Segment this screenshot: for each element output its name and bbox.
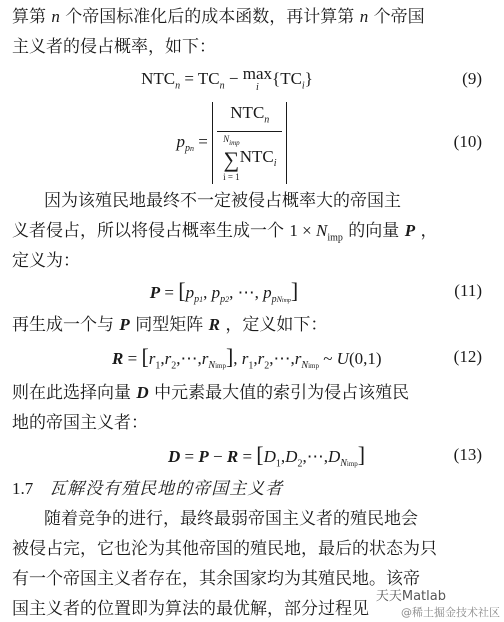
equation-10: $p_{pn}$ = $NTC_n$ $N_{imp}$ ∑ i = 1 $NTC_i$ (10) [176,103,482,183]
para4-line1: 则在此选择向量 D 中元素最大值的索引为侵占该殖民 [12,383,410,403]
watermark-site: @稀土掘金技术社区 [401,606,500,619]
paragraph-3: 再生成一个与 P 同型矩阵 R ，定义如下： [12,315,328,335]
para5-line1: 随着竞争的进行，最终最弱帝国主义者的殖民地会 [44,509,418,529]
equation-number: (11) [454,281,482,300]
equation-11: $P = [p_{p1}$, $p_{p2}$, ⋯, $p_{pNimp}$] (11) [149,278,482,306]
para5-line4: 国主义者的位置即为算法的最优解，部分过程见 [12,599,369,619]
para5-line2: 被侵占完，它也沦为其他帝国的殖民地，最后的状态为只 [12,539,437,559]
para1-line2: 主义者的侵占概率，如下： [12,37,216,57]
equation-number: (12) [453,347,482,366]
para2-line3: 定义为： [12,251,80,271]
equation-number: (13) [453,445,482,464]
equation-13: $D = P - R = [D_1,D_2,\cdots,D_{Nimp}]$ (13) [168,442,482,470]
para5-line3: 有一个帝国主义者存在，其余国家均为其殖民地。该帝 [12,569,420,589]
section-title: 瓦解没有殖民地的帝国主义者 [49,479,284,499]
para1-line1: 算第 n 个帝国标准化后的成本函数，再计算第 n 个帝国 [12,7,425,27]
para2-line2: 义者侵占，所以将侵占概率生成一个 $1 \times N_{imp}$ 的向量 P ， [12,221,438,244]
para4-line2: 地的帝国主义者： [12,413,148,433]
equation-9: $NTC_n = TC_n - \max$ i $\{TC_i\}$ (9) [141,64,482,93]
equation-number: (10) [453,132,482,151]
watermark-brand: 天天Matlab [375,589,446,604]
para2-line1: 因为该殖民地最终不一定被侵占概率大的帝国主 [44,191,401,211]
section-heading [12,478,283,500]
equation-number: (9) [462,69,482,88]
section-number: 1.7 [12,479,34,498]
equation-12: $R = [r_1,r_2,\cdots,r_{Nimp}]$, $r_1,r_2,\cdots,r_{Nimp}$ ~ U(0,1) (12) [112,344,482,372]
